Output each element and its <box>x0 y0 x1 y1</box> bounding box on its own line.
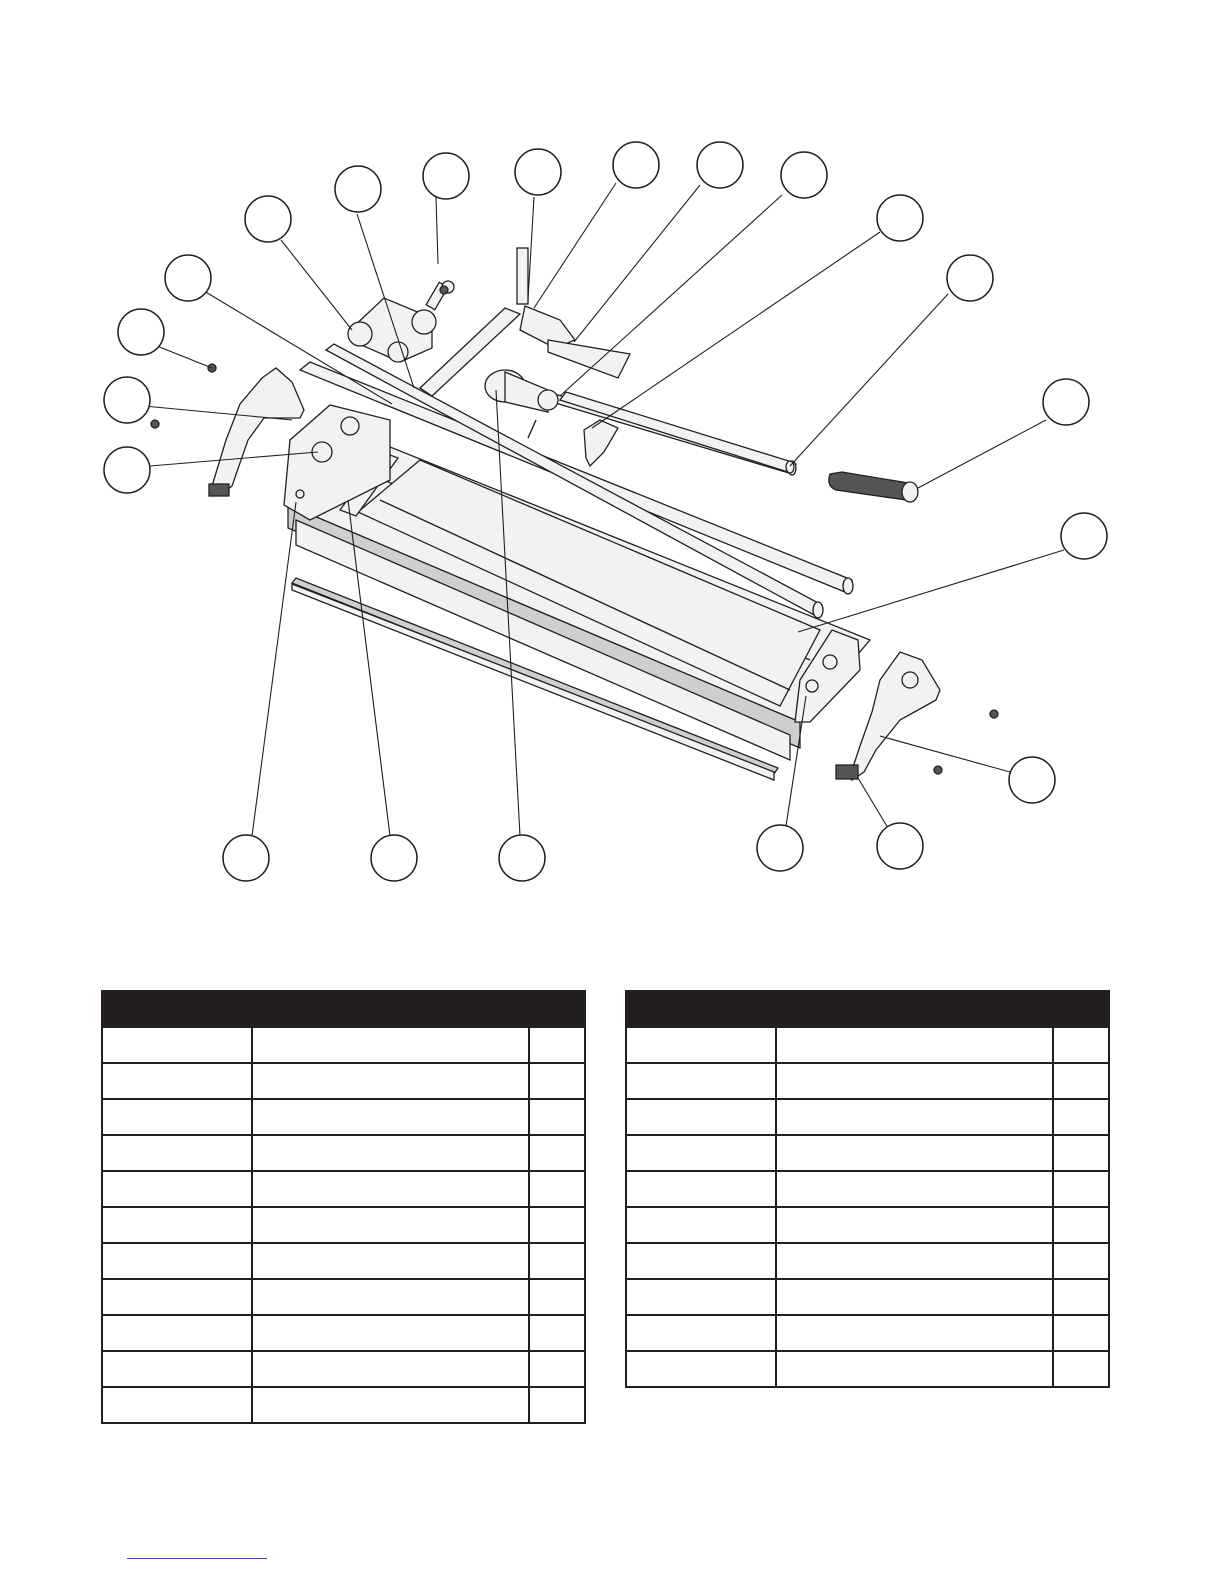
callout-c21 <box>165 255 211 301</box>
cell-qty <box>529 1387 585 1423</box>
cell-qty <box>529 1351 585 1387</box>
cell-part-no <box>102 1279 252 1315</box>
parts-table-right <box>625 990 1110 1388</box>
square-guide <box>517 248 630 378</box>
table-row <box>626 1351 1109 1387</box>
cell-part-no <box>102 1243 252 1279</box>
callout-c6 <box>697 142 743 188</box>
table-row <box>626 1279 1109 1315</box>
cell-qty <box>1053 1171 1109 1207</box>
table-row <box>102 1387 585 1423</box>
handle-grip <box>829 472 918 502</box>
table-row <box>102 1171 585 1207</box>
leader-lines <box>144 183 1064 836</box>
cell-part-no <box>626 1099 776 1135</box>
cell-part-no <box>102 1207 252 1243</box>
footer-rule <box>127 1558 267 1559</box>
cell-description <box>252 1279 529 1315</box>
callout-c5 <box>613 142 659 188</box>
table-row <box>102 1279 585 1315</box>
table-row <box>626 1063 1109 1099</box>
table-row <box>102 1099 585 1135</box>
table-row <box>626 1243 1109 1279</box>
cell-part-no <box>626 1279 776 1315</box>
cell-qty <box>529 1027 585 1063</box>
header-part-no <box>102 991 252 1027</box>
cell-qty <box>1053 1351 1109 1387</box>
cell-part-no <box>626 1063 776 1099</box>
callout-c7 <box>781 152 827 198</box>
table-row <box>102 1027 585 1063</box>
cell-part-no <box>626 1135 776 1171</box>
cell-description <box>776 1351 1053 1387</box>
header-description <box>252 991 529 1027</box>
cell-description <box>252 1351 529 1387</box>
cell-qty <box>1053 1243 1109 1279</box>
cell-part-no <box>102 1171 252 1207</box>
table-row <box>102 1207 585 1243</box>
callout-c3 <box>423 153 469 199</box>
cell-qty <box>1053 1315 1109 1351</box>
cell-part-no <box>102 1027 252 1063</box>
cell-description <box>252 1099 529 1135</box>
cell-description <box>252 1387 529 1423</box>
table-header-row <box>626 991 1109 1027</box>
header-part-no <box>626 991 776 1027</box>
cell-qty <box>1053 1135 1109 1171</box>
cell-part-no <box>626 1351 776 1387</box>
callout-c15 <box>499 835 545 881</box>
header-qty <box>1053 991 1109 1027</box>
cell-description <box>252 1171 529 1207</box>
callout-c17 <box>223 835 269 881</box>
scoring-head <box>485 370 558 438</box>
cell-qty <box>529 1099 585 1135</box>
parts-table-left <box>101 990 586 1424</box>
table-row <box>102 1351 585 1387</box>
fence-bracket <box>584 420 618 466</box>
cell-part-no <box>102 1063 252 1099</box>
cell-description <box>776 1063 1053 1099</box>
cell-part-no <box>626 1207 776 1243</box>
callout-c14 <box>757 825 803 871</box>
cell-description <box>776 1099 1053 1135</box>
cell-qty <box>1053 1027 1109 1063</box>
cell-part-no <box>102 1099 252 1135</box>
cell-qty <box>529 1171 585 1207</box>
cell-part-no <box>102 1387 252 1423</box>
cell-description <box>776 1027 1053 1063</box>
cell-part-no <box>102 1351 252 1387</box>
callout-c20 <box>118 309 164 355</box>
callout-c10 <box>1043 379 1089 425</box>
callout-c2 <box>335 166 381 212</box>
table-row <box>102 1315 585 1351</box>
cell-qty <box>529 1243 585 1279</box>
cell-qty <box>1053 1063 1109 1099</box>
callout-c12 <box>1009 757 1055 803</box>
table-row <box>102 1135 585 1171</box>
cell-qty <box>1053 1099 1109 1135</box>
cell-qty <box>1053 1279 1109 1315</box>
table-row <box>626 1171 1109 1207</box>
cell-part-no <box>626 1171 776 1207</box>
cell-qty <box>529 1279 585 1315</box>
callout-c13 <box>877 823 923 869</box>
callout-c16 <box>371 835 417 881</box>
table-row <box>102 1243 585 1279</box>
cell-description <box>252 1135 529 1171</box>
table-row <box>626 1135 1109 1171</box>
cell-part-no <box>102 1315 252 1351</box>
table-row <box>102 1063 585 1099</box>
cell-description <box>252 1207 529 1243</box>
table-header-row <box>102 991 585 1027</box>
callout-c18 <box>104 447 150 493</box>
header-description <box>776 991 1053 1027</box>
cell-qty <box>529 1135 585 1171</box>
cell-part-no <box>626 1315 776 1351</box>
callout-c8 <box>877 195 923 241</box>
cell-qty <box>529 1207 585 1243</box>
cell-description <box>776 1315 1053 1351</box>
cell-part-no <box>626 1027 776 1063</box>
table-row <box>626 1315 1109 1351</box>
table-row <box>626 1207 1109 1243</box>
cell-description <box>252 1027 529 1063</box>
table-row <box>626 1027 1109 1063</box>
callout-c9 <box>947 255 993 301</box>
cell-description <box>776 1135 1053 1171</box>
cell-qty <box>529 1063 585 1099</box>
cell-qty <box>1053 1207 1109 1243</box>
cell-part-no <box>102 1135 252 1171</box>
cell-qty <box>529 1315 585 1351</box>
cell-description <box>776 1243 1053 1279</box>
cell-description <box>776 1279 1053 1315</box>
callout-c11 <box>1061 513 1107 559</box>
callout-c4 <box>515 149 561 195</box>
cell-description <box>252 1315 529 1351</box>
header-qty <box>529 991 585 1027</box>
cell-part-no <box>626 1243 776 1279</box>
callout-c19 <box>104 377 150 423</box>
cell-description <box>776 1171 1053 1207</box>
cell-description <box>776 1207 1053 1243</box>
callouts <box>104 142 1107 881</box>
cell-description <box>252 1243 529 1279</box>
cell-description <box>252 1063 529 1099</box>
table-row <box>626 1099 1109 1135</box>
callout-c1 <box>245 196 291 242</box>
